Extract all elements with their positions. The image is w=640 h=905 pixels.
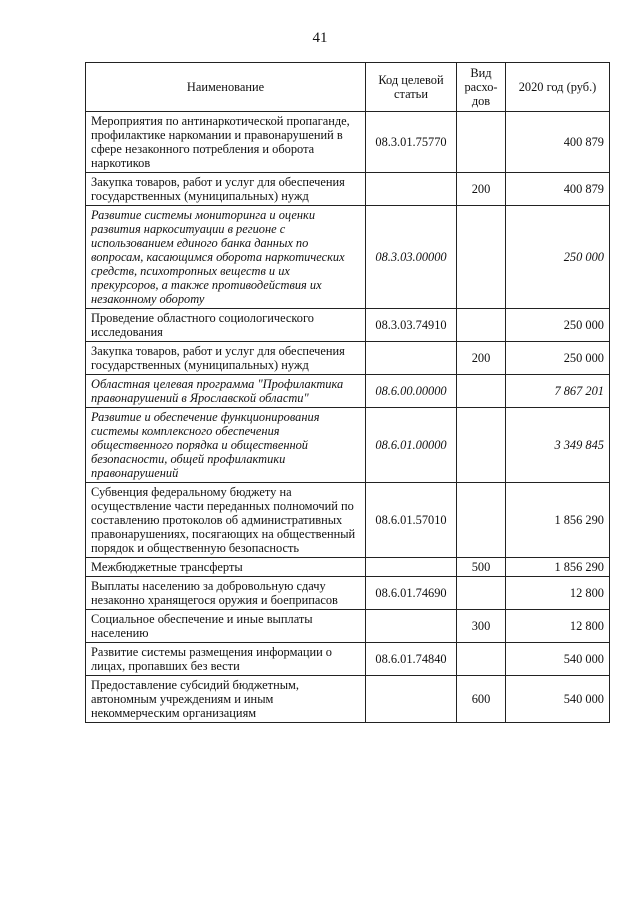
cell-name: Субвенция федеральному бюджету на осуществление части переданных полномочий по составлению протоколов об административных правонарушениях, посягающих на общественный порядок и общественную безопасность — [86, 483, 366, 558]
table-row — [86, 676, 610, 723]
cell-name: Развитие и обеспечение функционирования системы комплексного обеспечения общественного порядка и общественной безопасности, общей профилактики правонарушений — [86, 408, 366, 483]
cell-amount: 3 349 845 — [506, 408, 610, 483]
cell-code — [366, 173, 457, 206]
cell-amount: 400 879 — [506, 173, 610, 206]
cell-kind — [457, 483, 506, 558]
cell-code: 08.3.03.74910 — [366, 309, 457, 342]
table-row — [86, 112, 610, 173]
budget-table — [85, 62, 610, 723]
cell-amount: 540 000 — [506, 643, 610, 676]
cell-amount: 540 000 — [506, 676, 610, 723]
cell-amount: 250 000 — [506, 206, 610, 309]
cell-code: 08.6.01.57010 — [366, 483, 457, 558]
cell-kind: 500 — [457, 558, 506, 577]
table-row — [86, 408, 610, 483]
cell-amount: 250 000 — [506, 342, 610, 375]
cell-name: Мероприятия по антинаркотической пропаганде, профилактике наркомании и правонарушений в сфере незаконного потребления и оборота наркотиков — [86, 112, 366, 173]
cell-code: 08.6.01.74840 — [366, 643, 457, 676]
cell-kind — [457, 309, 506, 342]
cell-name: Социальное обеспечение и иные выплаты населению — [86, 610, 366, 643]
cell-kind — [457, 408, 506, 483]
table-body — [86, 112, 610, 723]
cell-name: Развитие системы размещения информации о лицах, пропавших без вести — [86, 643, 366, 676]
table-row — [86, 483, 610, 558]
cell-name: Развитие системы мониторинга и оценки развития наркоситуации в регионе с использованием единого банка данных по вопросам, касающимся оборота наркотических средств, психотропных веществ и их прекурсоров, а также противодействия их незаконному обороту — [86, 206, 366, 309]
page-number: 41 — [312, 30, 328, 46]
table-row — [86, 375, 610, 408]
header-code: Код целевой статьи — [366, 63, 457, 112]
cell-kind: 200 — [457, 342, 506, 375]
cell-code — [366, 342, 457, 375]
cell-kind — [457, 643, 506, 676]
cell-code: 08.6.01.00000 — [366, 408, 457, 483]
header-amount: 2020 год (руб.) — [506, 63, 610, 112]
cell-code: 08.3.01.75770 — [366, 112, 457, 173]
table-row — [86, 577, 610, 610]
cell-amount: 12 800 — [506, 610, 610, 643]
table-row — [86, 610, 610, 643]
cell-code: 08.6.01.74690 — [366, 577, 457, 610]
cell-kind — [457, 577, 506, 610]
cell-name: Проведение областного социологического исследования — [86, 309, 366, 342]
cell-name: Областная целевая программа "Профилактика правонарушений в Ярославской области" — [86, 375, 366, 408]
cell-kind — [457, 112, 506, 173]
cell-amount: 1 856 290 — [506, 483, 610, 558]
cell-code — [366, 676, 457, 723]
cell-kind: 600 — [457, 676, 506, 723]
table-row — [86, 173, 610, 206]
cell-amount: 12 800 — [506, 577, 610, 610]
cell-code — [366, 558, 457, 577]
cell-code: 08.3.03.00000 — [366, 206, 457, 309]
cell-code — [366, 610, 457, 643]
cell-kind: 200 — [457, 173, 506, 206]
cell-amount: 250 000 — [506, 309, 610, 342]
table-row — [86, 342, 610, 375]
header-name: Наименование — [86, 63, 366, 112]
cell-name: Предоставление субсидий бюджетным, автономным учреждениям и иным некоммерческим организациям — [86, 676, 366, 723]
cell-kind — [457, 375, 506, 408]
cell-amount: 400 879 — [506, 112, 610, 173]
table-row — [86, 309, 610, 342]
table-row — [86, 643, 610, 676]
cell-name: Закупка товаров, работ и услуг для обеспечения государственных (муниципальных) нужд — [86, 342, 366, 375]
cell-code: 08.6.00.00000 — [366, 375, 457, 408]
cell-name: Выплаты населению за добровольную сдачу незаконно хранящегося оружия и боеприпасов — [86, 577, 366, 610]
cell-amount: 1 856 290 — [506, 558, 610, 577]
header-kind: Вид расхо-дов — [457, 63, 506, 112]
cell-name: Межбюджетные трансферты — [86, 558, 366, 577]
table-header-row — [86, 63, 610, 112]
cell-kind: 300 — [457, 610, 506, 643]
cell-kind — [457, 206, 506, 309]
table-row — [86, 558, 610, 577]
cell-amount: 7 867 201 — [506, 375, 610, 408]
cell-name: Закупка товаров, работ и услуг для обеспечения государственных (муниципальных) нужд — [86, 173, 366, 206]
table-row — [86, 206, 610, 309]
